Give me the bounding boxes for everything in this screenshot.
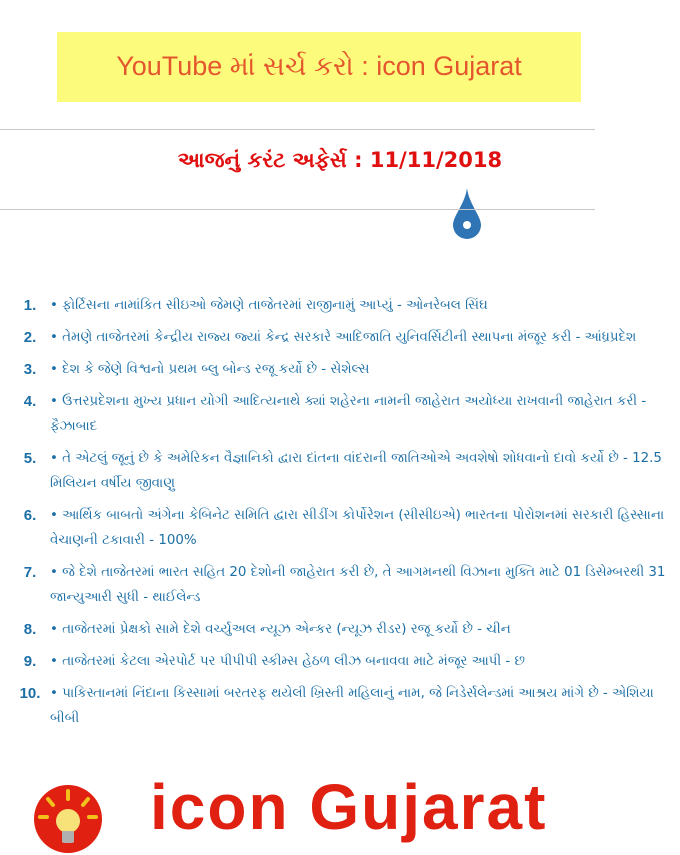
light-bulb-icon [4,771,130,855]
item-number: 4. [23,393,37,410]
item-number: 1. [23,297,37,314]
footer-logo [0,765,680,850]
item-text: • ઉત્તરપ્રદેશના મુખ્ય પ્રધાન યોગી આદિત્યનાથે ક્યાં શહેરના નામની જાહેરાત અયોધ્યા રાખવાની જાહેરાત કરી - ફૈઝાબાદ [50,394,647,434]
list-item [10,325,670,350]
item-number: 3. [23,361,37,378]
list-item [10,389,670,439]
item-number: 9. [23,653,37,670]
item-text: • તે એટલું જૂનું છે કે અમેરિકન વૈજ્ઞાનિકો દ્વારા દાંતના વાંદરાની જાતિઓએ અવશેષો શોધવાનો દાવો કર્યો છે - 12.5 મિલિયન વર્ષીય જીવાણુ [50,451,662,491]
list-item [10,560,670,610]
item-number: 7. [23,564,37,581]
list-item [10,681,670,731]
item-number: 6. [23,507,37,524]
youtube-search-banner [57,32,581,102]
item-text: • ફોર્ટિસના નામાંકિત સીઇઓ જેમણે તાજેતરમાં રાજીનામું આપ્યું - ઓનરેબલ સિંઘ [50,298,488,313]
item-text: • જે દેશે તાજેતરમાં ભારત સહિત 20 દેશોની જાહેરાત કરી છે, તે આગમનથી વિઝાના મુક્તિ માટે 01 ડિસેમ્બરથી 31 જાન્યુઆરી સુધી - થાઈલેન્ડ [50,565,666,605]
list-item [10,446,670,496]
item-text: • પાકિસ્તાનમાં નિંદાના કિસ્સામાં બરતરફ થયેલી ખ્રિસ્તી મહિલાનું નામ, જે નિડેર્સલેન્ડમાં આશ્રય માંગે છે - એશિયા બીબી [50,686,654,726]
list-item [10,617,670,642]
page-title: આજનું કરંટ અફેર્સ : 11/11/2018 [177,148,503,172]
top-divider [0,129,595,130]
list-item [10,357,670,382]
current-affairs-list [10,293,670,738]
water-drop-icon [451,188,483,240]
list-item [10,503,670,553]
list-item [10,649,670,674]
item-number: 8. [23,621,37,638]
item-number: 2. [23,329,37,346]
item-number: 10. [19,685,41,702]
item-text: • તેમણે તાજેતરમાં કેન્દ્રીય રાજ્ય જ્યાં કેન્દ્ર સરકારે આદિજાતિ યુનિવર્સિટીની સ્થાપના મંજૂર કરી - આંધ્રપ્રદેશ [50,330,637,345]
item-text: • દેશ કે જેણે વિશ્વનો પ્રથમ બ્લુ બોન્ડ રજૂ કર્યો છે - સેશેલ્સ [50,362,370,377]
banner-text: YouTube માં સર્ચ કરો : icon Gujarat [116,51,522,81]
list-item [10,293,670,318]
title-divider [0,209,595,210]
item-text: • આર્થિક બાબતો અંગેના કેબિનેટ સમિતિ દ્વારા સીડીંગ કોર્પોરેશન (સીસીઇએ) ભારતના પોરોશનમાં સરકારી હિસ્સાના વેચાણની ટકાવારી - 100% [50,508,665,548]
item-text: • તાજેતરમાં પ્રેક્ષકો સામે દેશે વર્ચ્યુઅલ ન્યૂઝ એન્કર (ન્યૂઝ રીડર) રજૂ કર્યો છે - ચીન [50,622,511,637]
item-number: 5. [23,450,37,467]
item-text: • તાજેતરમાં કેટલા એરપોર્ટ પર પીપીપી સ્કીમ્સ હેઠળ લીઝ બનાવવા માટે મંજૂર આપી - છ [50,654,525,669]
brand-name: icon Gujarat [150,771,548,843]
